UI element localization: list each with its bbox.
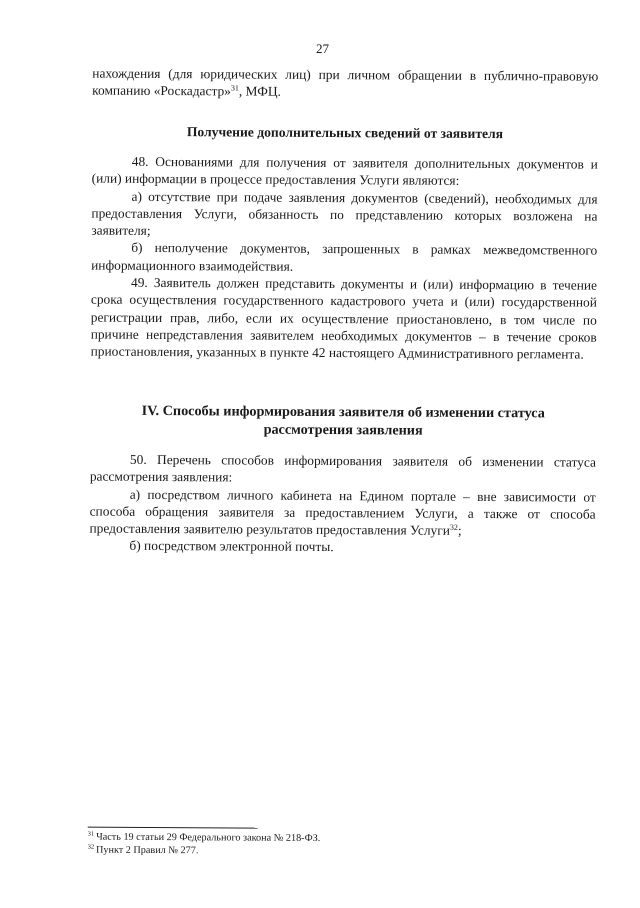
section4-heading-block [90, 402, 596, 441]
intro-tail: , МФЦ. [238, 83, 281, 100]
section4-body [89, 451, 596, 558]
paragraph-49: 49. Заявитель должен представить документы и (или) информацию в течение срока осуществления государственного кадастрового учета и (или) государственной регистрации прав, либо, если их осуществление приостановлено, в том числе по причине непредставления заявителем необходимых документов – в течение сроков приостановления, указанных в пункте 42 настоящего Административного регламента. [90, 274, 598, 362]
section-heading-block [92, 123, 598, 143]
paragraph-50a-tail: ; [457, 523, 462, 539]
paragraph-48: 48. Основаниями для получения от заявителя дополнительных документов и (или) информации в процессе предоставления Услуги являются: [91, 153, 598, 189]
paragraph-50: 50. Перечень способов информирования заявителя об изменении статуса рассмотрения заявления: [89, 451, 596, 485]
intro-block [92, 65, 598, 103]
section1-body [91, 153, 598, 364]
section4-heading-line2: рассмотрения заявления [263, 421, 423, 439]
footnote-31-text: Часть 19 статьи 29 Федерального закона № 218-ФЗ. [96, 831, 321, 845]
section-heading-additional-info: Получение дополнительных сведений от заявителя [186, 124, 504, 142]
intro-paragraph [92, 65, 598, 103]
footnote-32-text: Пункт 2 Правил № 277. [96, 844, 199, 857]
footnote-31-number: 31 [87, 830, 95, 838]
paragraph-48b: б) неполучение документов, запрошенных в рамках межведомственного информационного взаимодействия. [91, 240, 598, 274]
paragraph-50a [89, 485, 595, 540]
intro-text: нахождения (для юридических лиц) при личном обращении в публично-правовую компанию «Роскадастр» [92, 65, 599, 99]
footnote-ref-32: 32 [449, 522, 458, 533]
footnote-divider [88, 827, 258, 829]
footnote-32 [88, 844, 321, 858]
page-number: 27 [315, 40, 330, 57]
footnote-ref-31: 31 [230, 83, 239, 93]
footnote-32-number: 32 [87, 843, 95, 851]
paragraph-50a-text: а) посредством личного кабинета на Едином портале – вне зависимости от способа обращения заявителя за предоставлением Услуги, а также от способа предоставления заявителю результатов предоставления Услуги [89, 486, 596, 538]
paragraph-50b: б) посредством электронной почты. [129, 538, 334, 555]
footnotes [88, 831, 321, 858]
section4-heading-line1: IV. Способы информирования заявителя об изменении статуса [141, 402, 545, 422]
paragraph-48a: а) отсутствие при подаче заявления документов (сведений), необходимых для предоставления Услуги, обязанность по представлению которых возложена на заявителя; [91, 188, 598, 239]
